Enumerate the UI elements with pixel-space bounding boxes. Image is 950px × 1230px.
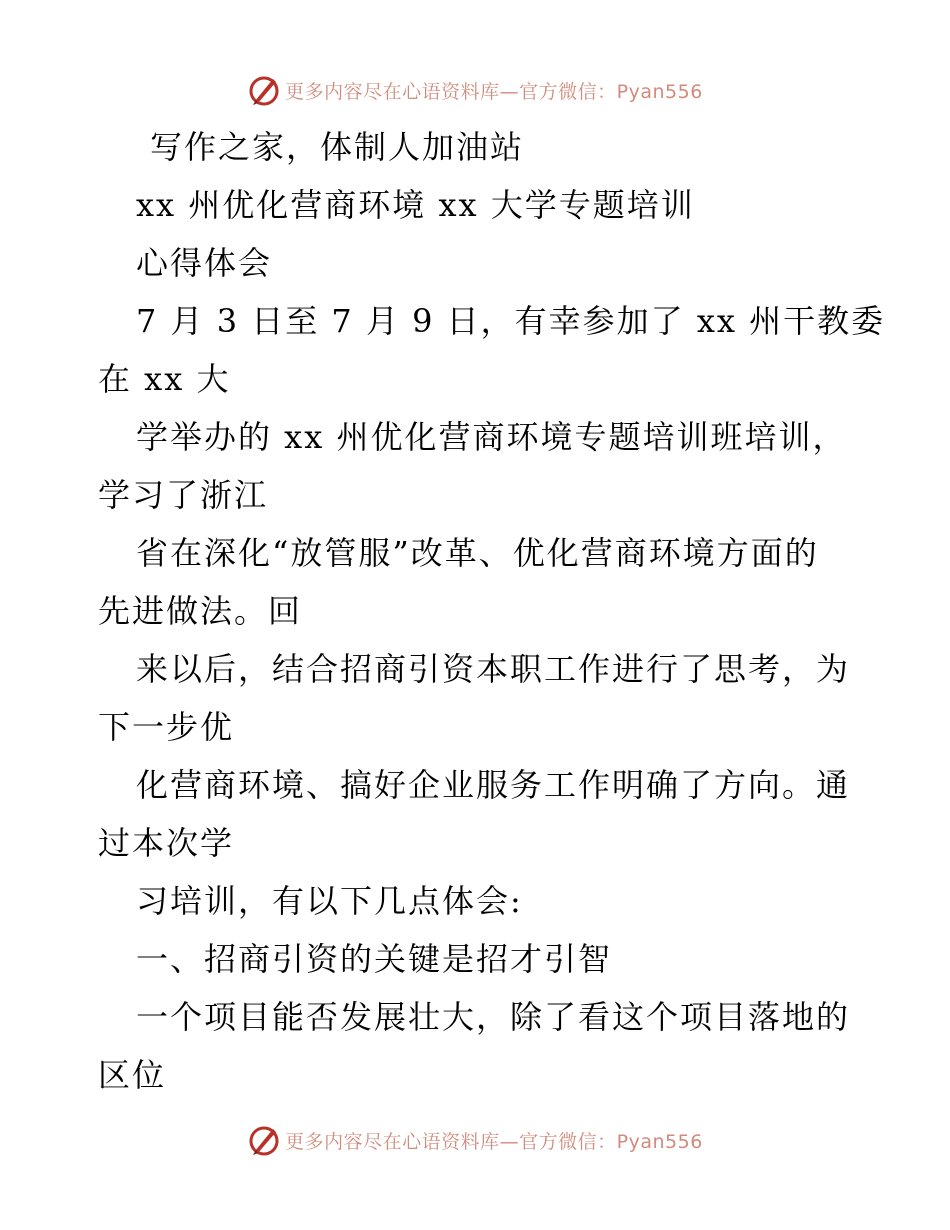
document-line: 习培训，有以下几点体会: (136, 882, 523, 920)
document-title-continued: 心得体会 (136, 244, 273, 282)
section-heading: 一、招商引资的关键是招才引智 (136, 940, 613, 978)
document-line: 来以后，结合招商引资本职工作进行了思考，为 (136, 650, 851, 688)
document-line: 一个项目能否发展壮大，除了看这个项目落地的 (136, 998, 851, 1036)
document-line: 学举办的 xx 州优化营商环境专题培训班培训， (136, 418, 847, 456)
document-line: 在 xx 大 (98, 360, 231, 398)
document-line: 学习了浙江 (98, 476, 269, 514)
document-line: 区位 (98, 1056, 167, 1094)
footer-banner (0, 1120, 950, 1160)
document-body (98, 118, 886, 1104)
quill-pen-logo-icon (247, 73, 281, 107)
document-line: 过本次学 (98, 824, 235, 862)
header-banner-text: 更多内容尽在心语资料库—官方微信：Pyan556 (285, 80, 703, 103)
document-line: 省在深化“放管服”改革、优化营商环境方面的 (136, 534, 819, 572)
document-line: 先进做法。回 (98, 592, 303, 630)
document-line: 写作之家，体制人加油站 (150, 128, 525, 166)
document-title: xx 州优化营商环境 xx 大学专题培训 (136, 186, 695, 224)
footer-banner-text: 更多内容尽在心语资料库—官方微信：Pyan556 (285, 1130, 703, 1153)
quill-pen-logo-icon (247, 1123, 281, 1157)
document-line: 化营商环境、搞好企业服务工作明确了方向。通 (136, 766, 851, 804)
document-line: 下一步优 (98, 708, 235, 746)
document-line: 7 月 3 日至 7 月 9 日，有幸参加了 xx 州干教委 (136, 302, 886, 340)
header-banner (0, 70, 950, 110)
